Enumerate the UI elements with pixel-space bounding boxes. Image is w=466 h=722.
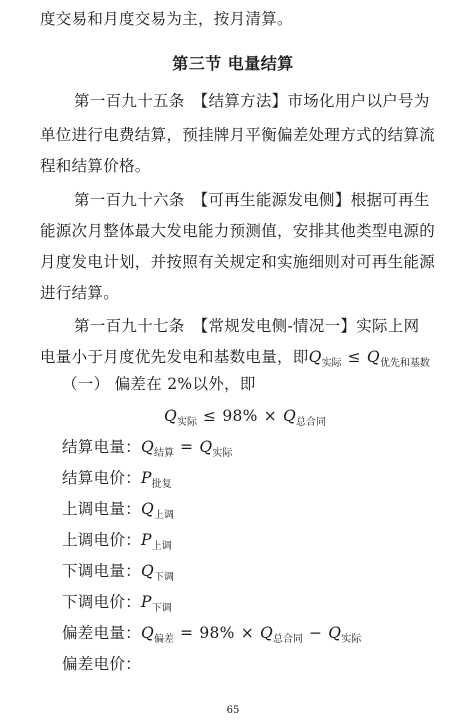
math-sub: 偏差 (154, 634, 175, 645)
math-p: P (141, 531, 152, 549)
up-price-row (62, 530, 466, 557)
dev-qty-row (62, 623, 466, 650)
math-sub: 总合同 (295, 417, 326, 428)
math-q: Q (366, 348, 380, 366)
text-line-9: 进行结算。 (40, 284, 120, 302)
math-sub: 实际 (177, 417, 198, 428)
math-sub: 上调 (154, 510, 175, 521)
row-label: 下调电价： (62, 593, 142, 611)
row-label: 偏差电量： (62, 624, 142, 642)
math-q: Q (164, 407, 178, 425)
math-q: Q (141, 438, 155, 456)
math-sub: 优先和基数 (379, 358, 430, 369)
math-q: Q (199, 438, 213, 456)
math-q: Q (282, 407, 296, 425)
math-sub: 上调 (151, 541, 172, 552)
text-line-7: 能源次月整体最大发电能力预测值，安排其他类型电源的 (40, 222, 436, 240)
math-q: Q (141, 562, 155, 580)
settle-price-row (62, 468, 466, 495)
formula-condition (164, 406, 466, 433)
row-label: 偏差电价： (62, 655, 142, 673)
math-q: Q (141, 500, 155, 518)
text-line-5: 程和结算价格。 (40, 157, 151, 175)
math-sub: 下调 (154, 572, 175, 583)
text-line-8: 月度发电计划，并按照有关规定和实施细则对可再生能源 (40, 253, 436, 271)
row-label: 下调电量： (62, 562, 142, 580)
math-op: × (263, 407, 277, 425)
math-op: × (240, 624, 254, 642)
row-label: 结算电价： (62, 469, 142, 487)
math-op: = (180, 624, 194, 642)
text-line-11-text: 电量小于月度优先发电和基数电量，即 (40, 348, 309, 366)
section-title: 第三节 电量结算 (172, 54, 294, 73)
text-line-6: 第一百九十六条 【可再生能源发电侧】根据可再生 (74, 191, 430, 209)
text-line-1: 度交易和月度交易为主，按月清算。 (40, 10, 293, 28)
math-q: Q (328, 624, 342, 642)
math-p: P (141, 593, 152, 611)
math-op: ≤ (347, 348, 361, 366)
row-label: 上调电量： (62, 500, 142, 518)
math-num: 98% (199, 624, 235, 642)
row-label: 上调电价： (62, 531, 142, 549)
dev-price-row (62, 654, 466, 674)
page-number: 65 (226, 705, 240, 716)
text-line-10: 第一百九十七条 【常规发电侧-情况一】实际上网 (74, 317, 420, 335)
math-op: = (180, 438, 194, 456)
math-p: P (141, 469, 152, 487)
up-qty-row (62, 499, 466, 526)
down-price-row (62, 592, 466, 619)
math-sub: 实际 (212, 448, 233, 459)
math-sub: 实际 (321, 358, 342, 369)
settle-qty-row (62, 437, 466, 464)
text-line-3: 第一百九十五条 【结算方法】市场化用户以户号为 (74, 92, 430, 110)
row-label: 结算电量： (62, 438, 142, 456)
math-q: Q (308, 348, 322, 366)
math-sub: 结算 (154, 448, 175, 459)
math-sub: 实际 (341, 634, 362, 645)
down-qty-row (62, 561, 466, 588)
text-line-11 (40, 347, 466, 374)
math-sub: 总合同 (273, 634, 303, 645)
text-line-12: （一） 偏差在 2%以外，即 (62, 375, 256, 393)
math-sub: 下调 (151, 603, 172, 614)
math-q: Q (141, 624, 155, 642)
math-op: − (309, 624, 323, 642)
math-num: 98% (222, 407, 258, 425)
math-sub: 批复 (151, 479, 172, 490)
math-op: ≤ (203, 407, 217, 425)
text-line-4: 单位进行电费结算，预挂牌月平衡偏差处理方式的结算流 (40, 126, 436, 144)
math-q: Q (259, 624, 273, 642)
